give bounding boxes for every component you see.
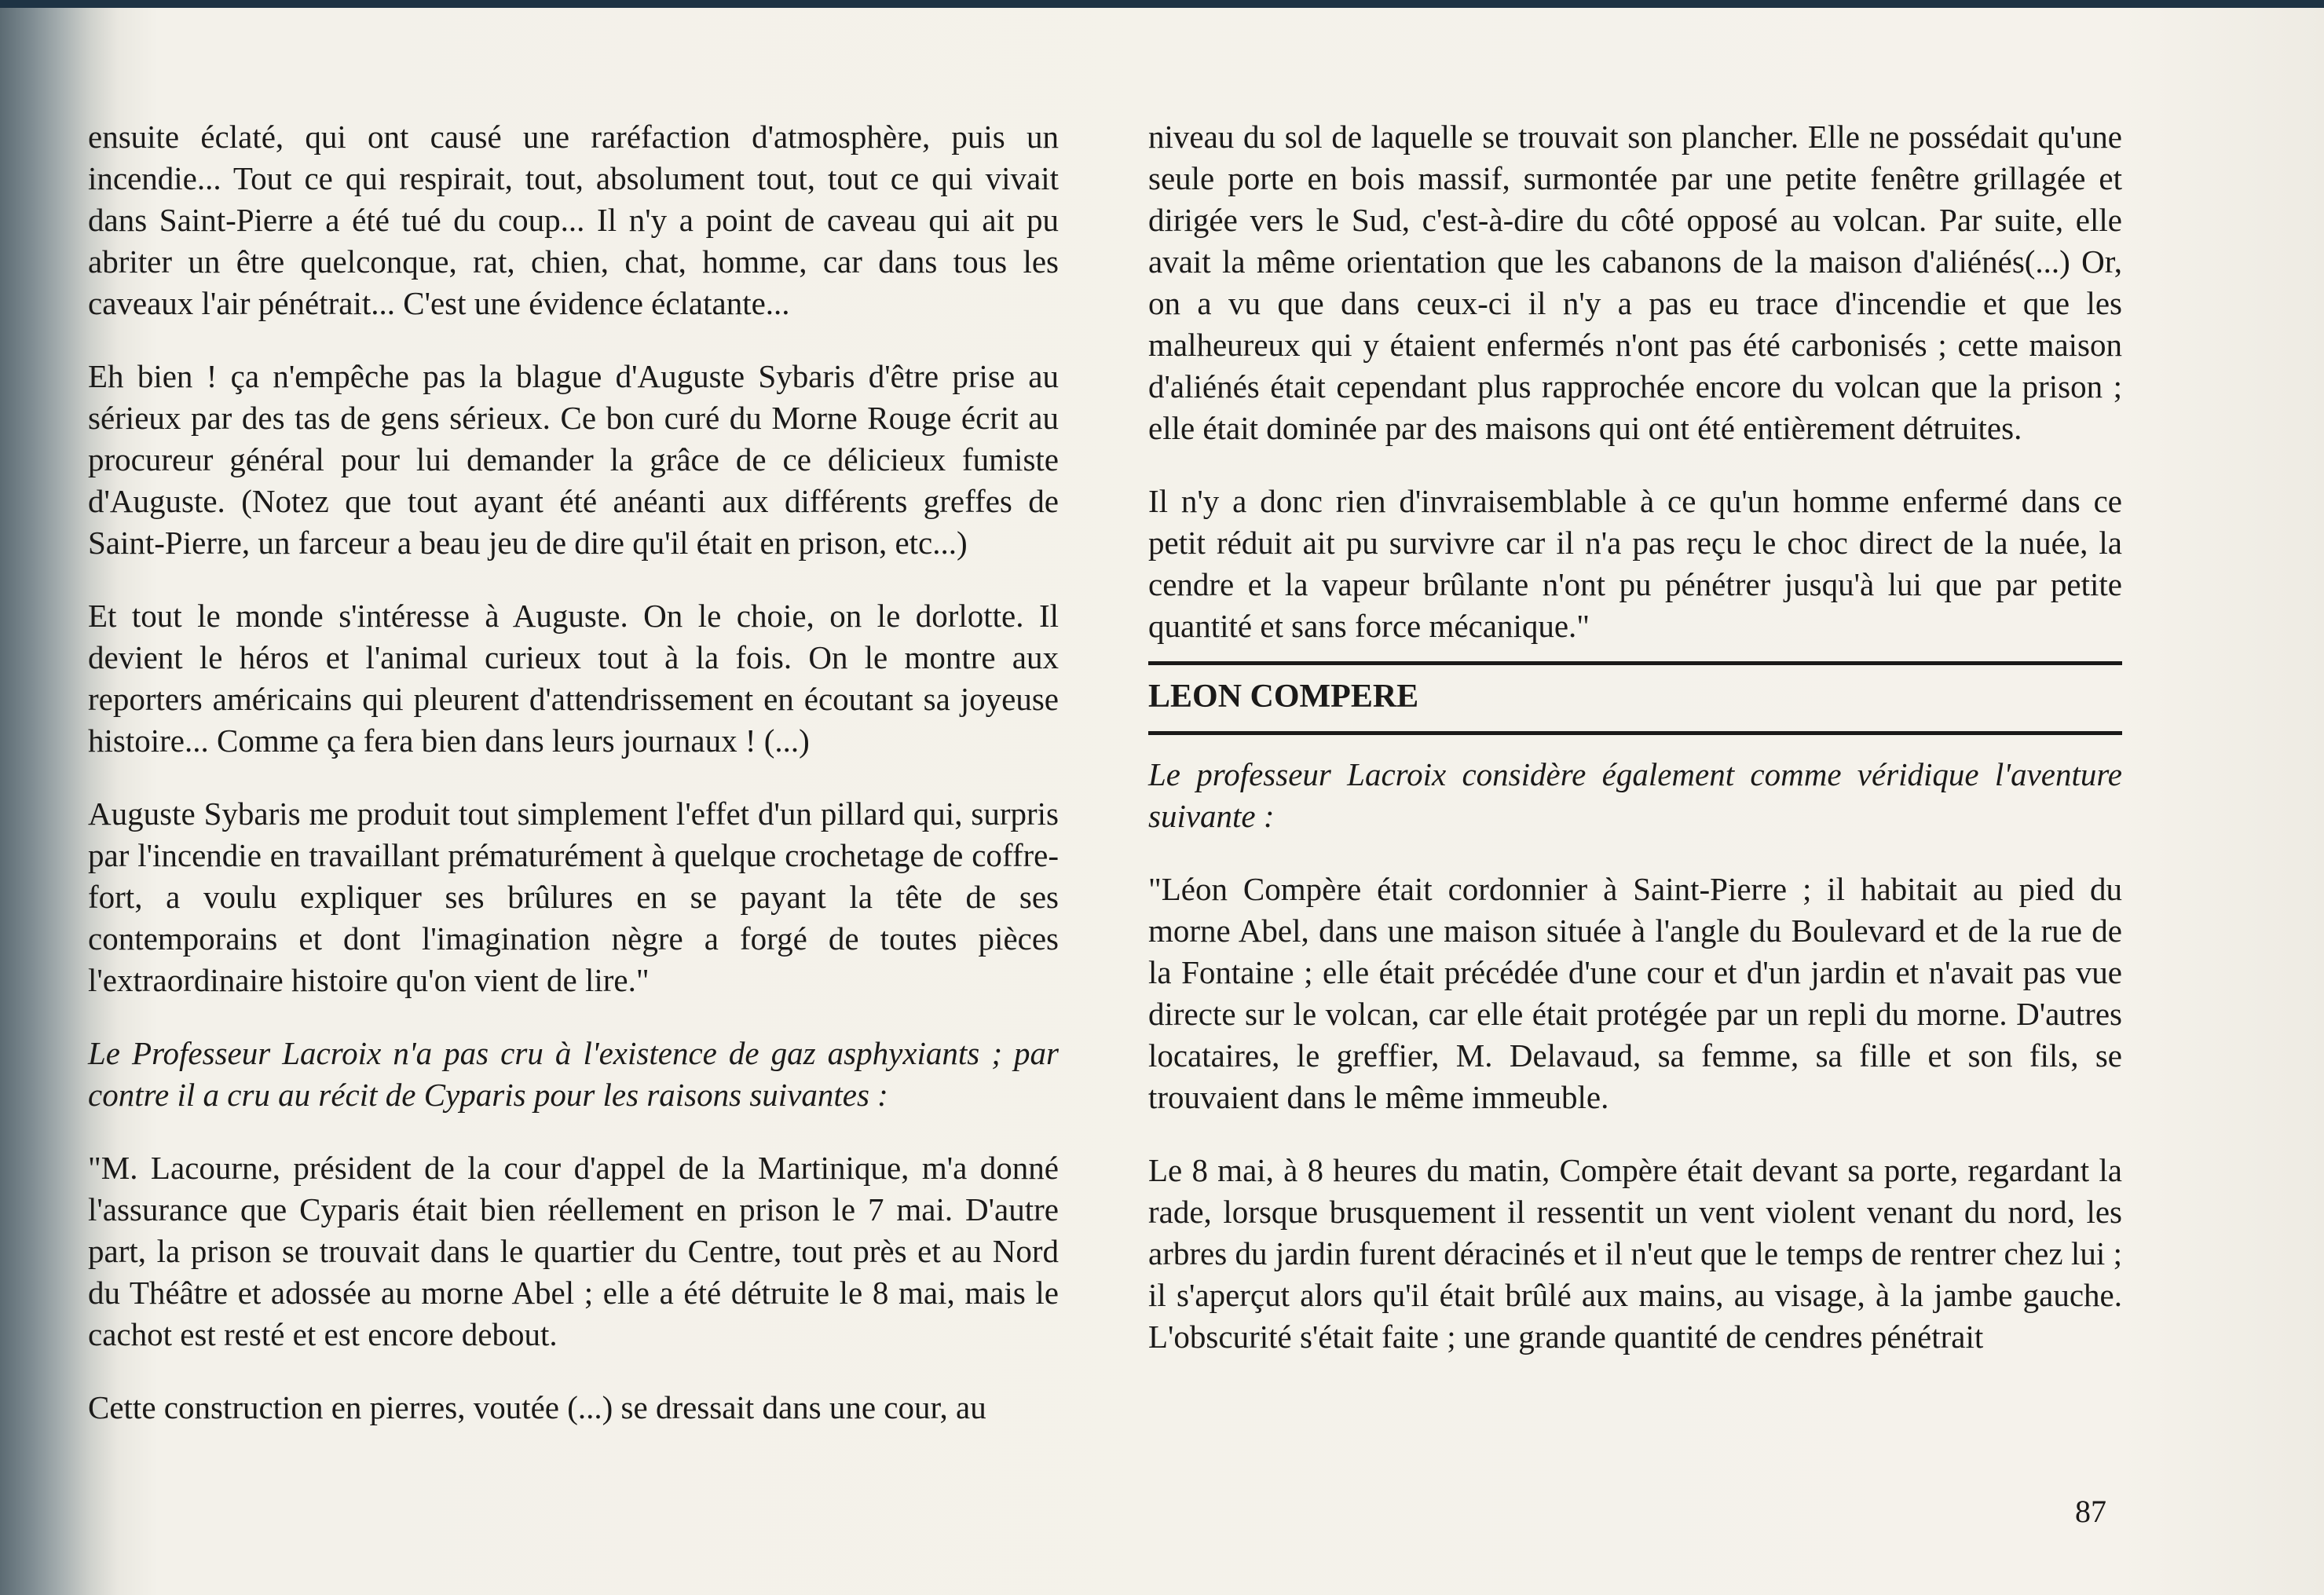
paragraph: "M. Lacourne, président de la cour d'appel de la Martinique, m'a donné l'assurance que Cyparis était bien réellement en prison le 7 mai. D'autre part, la prison se trouvait dans le quartier du Centre, tout près et au Nord du Théâtre et adossée au morne Abel ; elle a été détruite le 8 mai, mais le cachot est resté et est encore debout.: [88, 1150, 1059, 1352]
paragraph: niveau du sol de laquelle se trouvait son plancher. Elle ne possédait qu'une seule porte en bois massif, surmontée par une petite fenêtre grillagée et dirigée vers le Sud, c'est-à-dire du côté opposé au volcan. Par suite, elle avait la même orientation que les cabanons de la maison d'aliénés(...) Or, on a vu que dans ceux-ci il n'y a pas eu trace d'incendie et que les malheureux qui y étaient enfermés n'ont pas été carbonisés ; cette maison d'aliénés était cependant plus rapprochée encore du volcan que la prison ; elle était dominée par des maisons qui ont été entièrement détruites.: [1148, 119, 2122, 446]
left-column: [88, 116, 1059, 1460]
paragraph: Eh bien ! ça n'empêche pas la blague d'Auguste Sybaris d'être prise au sérieux par des tas de gens sérieux. Ce bon curé du Morne Rouge écrit au procureur général pour lui demander la grâce de ce délicieux fumiste d'Auguste. (Notez que tout ayant été anéanti aux différents greffes de Saint-Pierre, un farceur a beau jeu de dire qu'il était en prison, etc...): [88, 358, 1059, 561]
paragraph: "Léon Compère était cordonnier à Saint-Pierre ; il habitait au pied du morne Abel, dans une maison située à l'angle du Boulevard et de la rue de la Fontaine ; elle était précédée d'une cour et d'un jardin et n'avait pas vue directe sur le volcan, car elle était protégée par un repli du morne. D'autres locataires, le greffier, M. Delavaud, sa femme, sa fille et son fils, se trouvaient dans le même immeuble.: [1148, 871, 2122, 1115]
page-top-edge: [0, 0, 2324, 8]
italic-paragraph: Le Professeur Lacroix n'a pas cru à l'existence de gaz asphyxiants ; par contre il a cru au récit de Cyparis pour les raisons suivantes :: [88, 1035, 1059, 1113]
section-rule-bottom: [1148, 731, 2122, 735]
right-column: [1148, 116, 2122, 1389]
paragraph: Cette construction en pierres, voutée (...) se dressait dans une cour, au: [88, 1389, 986, 1425]
paragraph: Le 8 mai, à 8 heures du matin, Compère était devant sa porte, regardant la rade, lorsque brusquement il ressentit un vent violent venant du nord, les arbres du jardin furent déracinés et il n'eut que le temps de rentrer chez lui ; il s'aperçut alors qu'il était brûlé aux mains, au visage, à la jambe gauche. L'obscurité s'était faite ; une grande quantité de cendres pénétrait: [1148, 1152, 2122, 1355]
italic-paragraph: Le professeur Lacroix considère également comme véridique l'aventure suivante :: [1148, 756, 2122, 834]
section-heading: LEON COMPERE: [1148, 679, 1419, 715]
paragraph: Auguste Sybaris me produit tout simplement l'effet d'un pillard qui, surpris par l'incendie en travaillant prématurément à quelque crochetage de coffre-fort, a voulu expliquer ses brûlures en se payant la tête de ses contemporains et dont l'imagination nègre a forgé de toutes pièces l'extraordinaire histoire qu'on vient de lire.": [88, 796, 1059, 998]
paragraph: Il n'y a donc rien d'invraisemblable à ce qu'un homme enfermé dans ce petit réduit ait pu survivre car il n'a pas reçu le choc direct de la nuée, la cendre et la vapeur brûlante n'ont pu pénétrer jusqu'à lui que par petite quantité et sans force mécanique.": [1148, 483, 2122, 644]
paragraph: Et tout le monde s'intéresse à Auguste. On le choie, on le dorlotte. Il devient le héros et l'animal curieux tout à la fois. On le montre aux reporters américains qui pleurent d'attendrissement en écoutant sa joyeuse histoire... Comme ça fera bien dans leurs journaux ! (...): [88, 598, 1059, 759]
page-number: 87: [2075, 1494, 2106, 1529]
section-rule-top: [1148, 661, 2122, 665]
paragraph: ensuite éclaté, qui ont causé une raréfaction d'atmosphère, puis un incendie... Tout ce qui respirait, tout, absolument tout, tout ce qui vivait dans Saint-Pierre a été tué du coup... Il n'y a point de caveau qui ait pu abriter un être quelconque, rat, chien, chat, homme, car dans tous les caveaux l'air pénétrait... C'est une évidence éclatante...: [88, 119, 1059, 321]
